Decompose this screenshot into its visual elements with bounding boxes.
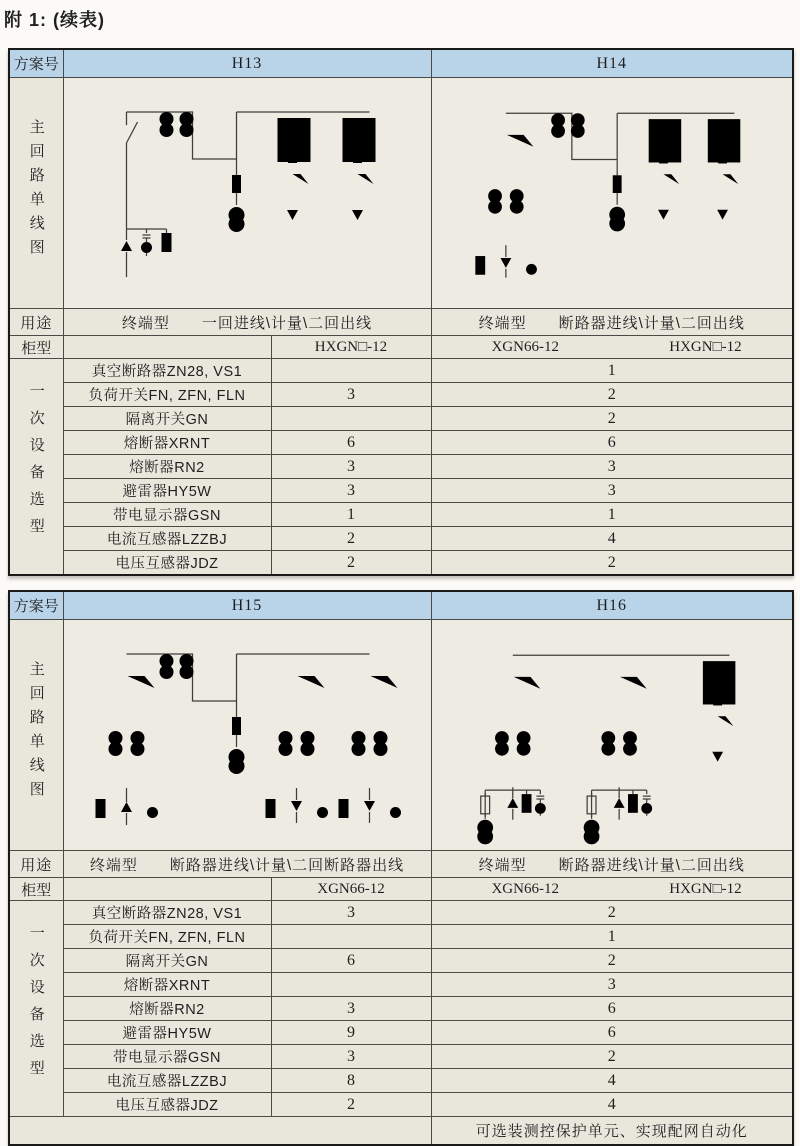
h14-diagram-cell — [431, 78, 793, 309]
scheme-h13-header: H13 — [63, 49, 431, 78]
diagram-row — [9, 78, 793, 309]
equipment-row — [9, 1069, 793, 1093]
equipment-label: 熔断器RN2 — [63, 997, 271, 1021]
note-empty-cell — [9, 1117, 431, 1146]
h13-qty: 3 — [271, 479, 431, 503]
h16-qty: 2 — [431, 1045, 793, 1069]
h15-usage: 终端型 断路器进线\计量\二回断路器出线 — [63, 851, 431, 878]
h13-qty: 2 — [271, 551, 431, 576]
h16-qty: 2 — [431, 901, 793, 925]
h16-diagram-cell — [431, 620, 793, 851]
equipment-row — [9, 901, 793, 925]
usage-label: 用途 — [9, 309, 63, 336]
equipment-label: 带电显示器GSN — [63, 503, 271, 527]
cabinet-row — [9, 878, 793, 901]
equipment-label: 负荷开关FN, ZFN, FLN — [63, 383, 271, 407]
h14-qty: 3 — [431, 479, 793, 503]
h16-qty: 2 — [431, 949, 793, 973]
usage-row — [9, 851, 793, 878]
h16-usage: 终端型 断路器进线\计量\二回出线 — [431, 851, 793, 878]
h16-qty: 1 — [431, 925, 793, 949]
h13-diagram-cell — [63, 78, 431, 309]
h15-single-line-diagram — [64, 621, 431, 850]
h14-qty: 3 — [431, 455, 793, 479]
equipment-row — [9, 503, 793, 527]
h15-qty — [271, 973, 431, 997]
cabinet-label: 柜型 — [9, 878, 63, 901]
h14-qty: 4 — [431, 527, 793, 551]
diagram-row — [9, 620, 793, 851]
equipment-label: 真空断路器ZN28, VS1 — [63, 359, 271, 383]
equipment-label: 隔离开关GN — [63, 949, 271, 973]
h14-cabinet-type-2: HXGN□-12 — [669, 338, 742, 355]
scheme-table-h13-h14 — [8, 48, 794, 576]
h13-qty: 3 — [271, 383, 431, 407]
equipment-row — [9, 1045, 793, 1069]
scheme-no-label: 方案号 — [9, 591, 63, 620]
equipment-row — [9, 925, 793, 949]
scheme-table-h15-h16 — [8, 590, 794, 1146]
h14-qty: 1 — [431, 503, 793, 527]
h13-qty — [271, 359, 431, 383]
equipment-label: 电压互感器JDZ — [63, 1093, 271, 1117]
equipment-row — [9, 1021, 793, 1045]
h13-usage: 终端型 一回进线\计量\二回出线 — [63, 309, 431, 336]
h14-usage: 终端型 断路器进线\计量\二回出线 — [431, 309, 793, 336]
equipment-label: 电流互感器LZZBJ — [63, 527, 271, 551]
cabinet-row — [9, 336, 793, 359]
h14-cabinet-type-1: XGN66-12 — [491, 338, 559, 355]
equipment-row — [9, 383, 793, 407]
page-title: 附 1: (续表) — [4, 10, 105, 30]
h16-qty: 6 — [431, 1021, 793, 1045]
equipment-row — [9, 479, 793, 503]
h14-qty: 2 — [431, 551, 793, 576]
h14-qty: 6 — [431, 431, 793, 455]
equipment-row — [9, 973, 793, 997]
equipment-label: 真空断路器ZN28, VS1 — [63, 901, 271, 925]
h13-qty: 2 — [271, 527, 431, 551]
h13-qty — [271, 407, 431, 431]
equipment-label: 带电显示器GSN — [63, 1045, 271, 1069]
h13-cabinet-type: HXGN□-12 — [271, 336, 431, 359]
scheme-no-label: 方案号 — [9, 49, 63, 78]
diagram-row-label: 主回路单线图 — [27, 118, 45, 263]
equipment-label: 避雷器HY5W — [63, 1021, 271, 1045]
equipment-label: 避雷器HY5W — [63, 479, 271, 503]
usage-label: 用途 — [9, 851, 63, 878]
equipment-label: 电压互感器JDZ — [63, 551, 271, 576]
h15-qty: 3 — [271, 901, 431, 925]
equipment-row — [9, 527, 793, 551]
diagram-row-label-cell — [9, 78, 63, 309]
h14-qty: 2 — [431, 383, 793, 407]
equipment-label: 隔离开关GN — [63, 407, 271, 431]
h16-note: 可选装测控保护单元、实现配网自动化 — [431, 1117, 793, 1146]
h15-qty: 2 — [271, 1093, 431, 1117]
h15-qty: 8 — [271, 1069, 431, 1093]
equipment-row — [9, 551, 793, 576]
h13-qty: 1 — [271, 503, 431, 527]
usage-row — [9, 309, 793, 336]
h15-qty: 9 — [271, 1021, 431, 1045]
scheme-h16-header: H16 — [431, 591, 793, 620]
equipment-label: 电流互感器LZZBJ — [63, 1069, 271, 1093]
scheme-h14-header: H14 — [431, 49, 793, 78]
h13-qty: 3 — [271, 455, 431, 479]
equipment-row — [9, 431, 793, 455]
equipment-group-label: 一次设备选型 — [27, 925, 45, 1087]
scheme-header-row — [9, 591, 793, 620]
equipment-row — [9, 997, 793, 1021]
equipment-row — [9, 1093, 793, 1117]
h16-qty: 4 — [431, 1093, 793, 1117]
diagram-row-label-cell — [9, 620, 63, 851]
h14-single-line-diagram — [432, 79, 793, 308]
h16-cabinet-type-1: XGN66-12 — [491, 880, 559, 897]
equipment-row — [9, 359, 793, 383]
equipment-group-cell — [9, 901, 63, 1117]
equipment-label: 熔断器XRNT — [63, 431, 271, 455]
equipment-label: 负荷开关FN, ZFN, FLN — [63, 925, 271, 949]
h16-qty: 4 — [431, 1069, 793, 1093]
scheme-h15-header: H15 — [63, 591, 431, 620]
equipment-label: 熔断器XRNT — [63, 973, 271, 997]
equipment-group-cell — [9, 359, 63, 576]
equipment-group-label: 一次设备选型 — [27, 383, 45, 545]
h14-cabinet-types — [431, 336, 793, 359]
equipment-label: 熔断器RN2 — [63, 455, 271, 479]
h15-cabinet-type: XGN66-12 — [271, 878, 431, 901]
h16-single-line-diagram — [432, 621, 793, 850]
h15-diagram-cell — [63, 620, 431, 851]
h14-qty: 2 — [431, 407, 793, 431]
h15-qty: 3 — [271, 1045, 431, 1069]
h13-qty: 6 — [271, 431, 431, 455]
cabinet-label: 柜型 — [9, 336, 63, 359]
equipment-row — [9, 407, 793, 431]
h15-qty: 3 — [271, 997, 431, 1021]
note-row — [9, 1117, 793, 1146]
h16-qty: 6 — [431, 997, 793, 1021]
h15-cabinet-left — [63, 878, 271, 901]
h16-cabinet-types — [431, 878, 793, 901]
h16-qty: 3 — [431, 973, 793, 997]
h14-qty: 1 — [431, 359, 793, 383]
equipment-row — [9, 455, 793, 479]
h16-cabinet-type-2: HXGN□-12 — [669, 880, 742, 897]
scheme-header-row — [9, 49, 793, 78]
h15-qty — [271, 925, 431, 949]
h15-qty: 6 — [271, 949, 431, 973]
h13-cabinet-left — [63, 336, 271, 359]
diagram-row-label: 主回路单线图 — [27, 660, 45, 805]
h13-single-line-diagram — [64, 79, 431, 308]
equipment-row — [9, 949, 793, 973]
